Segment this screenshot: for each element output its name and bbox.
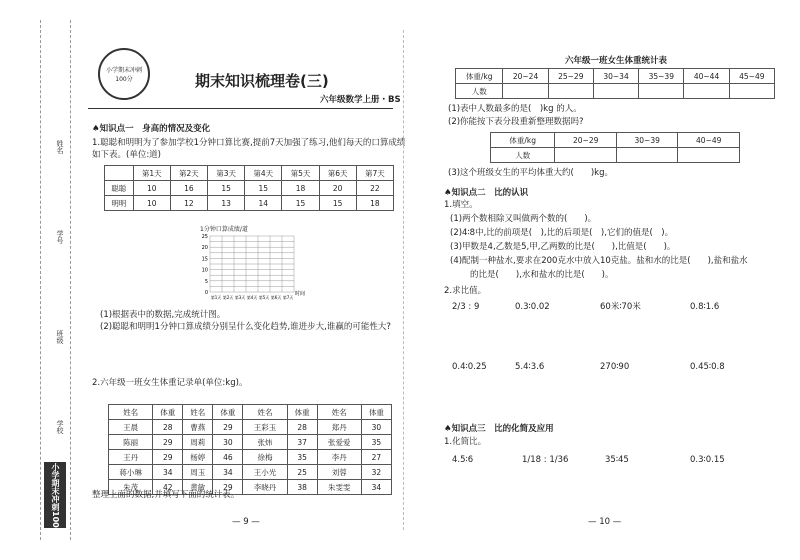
table-cell: 陈丽 (109, 435, 153, 450)
binding-sidebar (0, 0, 78, 560)
table-header-cell: 姓名 (317, 405, 361, 420)
stat-table-title: 六年级一班女生体重统计表 (565, 56, 668, 66)
table-cell: 46 (213, 450, 243, 465)
organize-note: 整理上面的数据,并填写下面的统计表。 (92, 490, 240, 500)
table-cell: 聪聪 (105, 181, 134, 196)
table-cell: 王晨 (109, 420, 153, 435)
table-header-cell: 35~39 (639, 69, 684, 84)
x-tick-label: 第7天 (282, 295, 294, 300)
table-cell: 李丹 (317, 450, 361, 465)
ratio-item: 0.45∶0.8 (690, 362, 725, 372)
blank-line-chart[interactable] (196, 230, 306, 308)
right-question-1: (1)表中人数最多的是( )kg 的人。 (448, 104, 582, 114)
table-cell: 22 (356, 181, 393, 196)
table-row (109, 405, 392, 420)
table-header-cell: 体重 (153, 405, 183, 420)
school-label: 学校 (56, 420, 64, 434)
table-cell: 30 (213, 435, 243, 450)
right-question-2: (2)你能按下表分段重新整理数据吗? (448, 117, 584, 127)
table-header-cell: 40~49 (678, 133, 740, 148)
table-row (491, 148, 740, 163)
sub-question-1: (1)根据表中的数据,完成统计图。 (100, 310, 226, 320)
table-cell: 张爱爱 (317, 435, 361, 450)
x-tick-label: 第1天 (210, 295, 222, 300)
table-cell: 徐梅 (243, 450, 287, 465)
table-cell: 13 (208, 196, 245, 211)
fill-item: (4)配制一种盐水,要求在200克水中放入10克盐。盐和水的比是( ),盐和盐水 (450, 256, 748, 266)
table-cell (639, 84, 684, 99)
table-cell: 34 (153, 465, 183, 480)
ratio-item: 5.4∶3.6 (515, 362, 545, 372)
table-cell: 29 (153, 435, 183, 450)
x-tick-label: 第3天 (234, 295, 246, 300)
stat-table-1 (455, 68, 775, 99)
table-row (109, 465, 392, 480)
fill-item: (1)两个数相除又叫做两个数的( )。 (450, 214, 597, 224)
table-cell: 42 (153, 480, 183, 495)
fill-item: (3)甲数是4,乙数是5,甲,乙两数的比是( ),比值是( )。 (450, 242, 676, 252)
table-cell: 10 (133, 196, 170, 211)
table-cell: 14 (245, 196, 282, 211)
subtitle: 六年级数学上册・BS (320, 95, 401, 105)
table-cell: 28 (153, 420, 183, 435)
section3-heading: ♠知识点三 比的化简及应用 (444, 424, 554, 434)
page-number-right: — 10 — (588, 517, 622, 527)
table-cell: 27 (361, 450, 391, 465)
table-cell: 朱雯雯 (317, 480, 361, 495)
table-header-cell: 体重/kg (491, 133, 555, 148)
table-row (105, 181, 394, 196)
table-header-cell: 体重 (213, 405, 243, 420)
table-cell: 第7天 (356, 166, 393, 181)
table-header-cell: 姓名 (243, 405, 287, 420)
table-cell: 15 (208, 181, 245, 196)
question1: 1.聪聪和明明为了参加学校1分钟口算比赛,提前7天加强了练习,他们每天的口算成绩 (92, 138, 406, 148)
table-cell: 明明 (105, 196, 134, 211)
table-cell: 15 (245, 181, 282, 196)
y-tick-label: 25 (201, 234, 208, 240)
table-header-cell: 姓名 (183, 405, 213, 420)
simplify-item: 35∶45 (605, 455, 629, 465)
table-cell: 34 (213, 465, 243, 480)
table-cell (729, 84, 774, 99)
simplify-item: 0.3∶0.15 (690, 455, 725, 465)
table-cell: 35 (287, 450, 317, 465)
table-header-cell: 20~24 (503, 69, 548, 84)
table-cell: 王彩玉 (243, 420, 287, 435)
table-cell (555, 148, 617, 163)
table-cell: 第1天 (133, 166, 170, 181)
table-cell: 第5天 (282, 166, 319, 181)
fold-line (70, 20, 71, 540)
table-row (109, 435, 392, 450)
table-row (109, 450, 392, 465)
brand-block: 小学期末冲刺100分 (44, 462, 66, 528)
ratio-item: 0.3∶0.02 (515, 302, 550, 312)
table-cell: 25 (287, 465, 317, 480)
table-cell: 16 (170, 181, 207, 196)
question1-unit: 如下表。(单位:道) (92, 150, 161, 160)
table-cell: 蒋小琳 (109, 465, 153, 480)
chart-title: 1分钟口算成绩/道 (200, 226, 248, 233)
stat-table-2 (490, 132, 740, 163)
table-header-cell: 体重/kg (456, 69, 503, 84)
table-cell (503, 84, 548, 99)
table-cell: 刘蓉 (317, 465, 361, 480)
table-cell: 34 (361, 480, 391, 495)
simplify-label: 1.化简比。 (444, 437, 487, 447)
y-tick-label: 0 (204, 290, 208, 296)
table-cell: 曹燕 (183, 420, 213, 435)
fill-blank-label: 1.填空。 (444, 200, 478, 210)
badge-logo (98, 48, 150, 100)
ratio-item: 0.8∶1.6 (690, 302, 720, 312)
table-row (456, 69, 775, 84)
table-cell (105, 166, 134, 181)
table-cell: 35 (361, 435, 391, 450)
table-row (456, 84, 775, 99)
x-axis-label: 时间 (295, 291, 306, 297)
table-cell (616, 148, 678, 163)
y-tick-label: 20 (201, 245, 208, 252)
table-cell: 12 (170, 196, 207, 211)
section1-heading: ♠知识点一 身高的情况及变化 (92, 124, 211, 134)
page-title: 期末知识梳理卷(三) (195, 72, 329, 90)
table-header-cell: 25~29 (548, 69, 593, 84)
table-header-cell: 体重 (361, 405, 391, 420)
simplify-item: 1/18 : 1/36 (522, 455, 569, 465)
question2: 2.六年级一班女生体重记录单(单位:kg)。 (92, 378, 248, 388)
header-rule (88, 108, 393, 109)
table-cell: 李晓丹 (243, 480, 287, 495)
table-cell: 第4天 (245, 166, 282, 181)
table-header-cell: 姓名 (109, 405, 153, 420)
table-cell: 张炜 (243, 435, 287, 450)
table-cell: 28 (287, 420, 317, 435)
table-cell: 第6天 (319, 166, 356, 181)
class-label: 班级 (56, 330, 64, 344)
table-cell: 王丹 (109, 450, 153, 465)
table-cell: 周莉 (183, 435, 213, 450)
table-cell (684, 84, 729, 99)
table-cell: 15 (319, 196, 356, 211)
sub-question-2: (2)聪聪和明明1分钟口算成绩分别呈什么变化趋势,谁进步大,谁赢的可能性大? (100, 322, 391, 332)
table-cell: 30 (361, 420, 391, 435)
table-cell: 第3天 (208, 166, 245, 181)
table-row (105, 196, 394, 211)
ratio-item: 0.4∶0.25 (452, 362, 487, 372)
table-cell: 15 (282, 196, 319, 211)
page-number-left: — 9 — (232, 517, 260, 527)
table-cell: 29 (213, 480, 243, 495)
page-divider (403, 30, 404, 530)
table-row (105, 166, 394, 181)
table-cell (678, 148, 740, 163)
ratio-item: 270∶90 (600, 362, 630, 372)
table-header-cell: 30~39 (616, 133, 678, 148)
table-cell (548, 84, 593, 99)
x-tick-label: 第6天 (270, 295, 282, 300)
table-cell: 第2天 (170, 166, 207, 181)
table-cell: 29 (213, 420, 243, 435)
table-cell: 人数 (491, 148, 555, 163)
fill-item: 的比是( ),水和盐水的比是( )。 (470, 270, 614, 280)
table-cell: 37 (287, 435, 317, 450)
table-cell: 32 (361, 465, 391, 480)
fill-item: (2)4∶8中,比的前项是( ),比的后项是( ),它们的值是( )。 (450, 228, 674, 238)
simplify-item: 4.5∶6 (452, 455, 474, 465)
y-tick-label: 10 (201, 267, 208, 274)
ratio-item: 2/3 : 9 (452, 302, 480, 312)
table-row (491, 133, 740, 148)
ratio-value-label: 2.求比值。 (444, 286, 487, 296)
x-tick-label: 第2天 (222, 295, 234, 300)
weight-table (108, 404, 392, 495)
table-cell (593, 84, 638, 99)
table-header-cell: 30~34 (593, 69, 638, 84)
badge-text: 小学期末冲刺100分 (105, 67, 142, 83)
table-cell: 10 (133, 181, 170, 196)
section2-heading: ♠知识点二 比的认识 (444, 188, 529, 198)
table-cell: 王小光 (243, 465, 287, 480)
table-cell: 38 (287, 480, 317, 495)
table-cell: 人数 (456, 84, 503, 99)
table-header-cell: 40~44 (684, 69, 729, 84)
ratio-item: 60米∶70米 (600, 302, 641, 312)
table-cell: 29 (153, 450, 183, 465)
table-cell: 18 (356, 196, 393, 211)
x-tick-label: 第4天 (246, 295, 258, 300)
table-header-cell: 体重 (287, 405, 317, 420)
table-cell: 郑丹 (317, 420, 361, 435)
right-question-3: (3)这个班级女生的平均体重大约( )kg。 (448, 168, 613, 178)
table-header-cell: 45~49 (729, 69, 774, 84)
table-cell: 杨婷 (183, 450, 213, 465)
table-cell: 周玉 (183, 465, 213, 480)
table-cell: 黄敏 (183, 480, 213, 495)
x-tick-label: 第5天 (258, 295, 270, 300)
table-cell: 朱茂 (109, 480, 153, 495)
id-label: 学号 (56, 230, 64, 244)
y-tick-label: 5 (204, 278, 208, 285)
score-table (104, 165, 394, 211)
name-label: 姓名 (56, 140, 64, 154)
table-header-cell: 20~29 (555, 133, 617, 148)
cut-line (40, 20, 41, 540)
y-tick-label: 15 (201, 256, 208, 263)
table-cell: 20 (319, 181, 356, 196)
table-cell: 18 (282, 181, 319, 196)
table-row (109, 420, 392, 435)
